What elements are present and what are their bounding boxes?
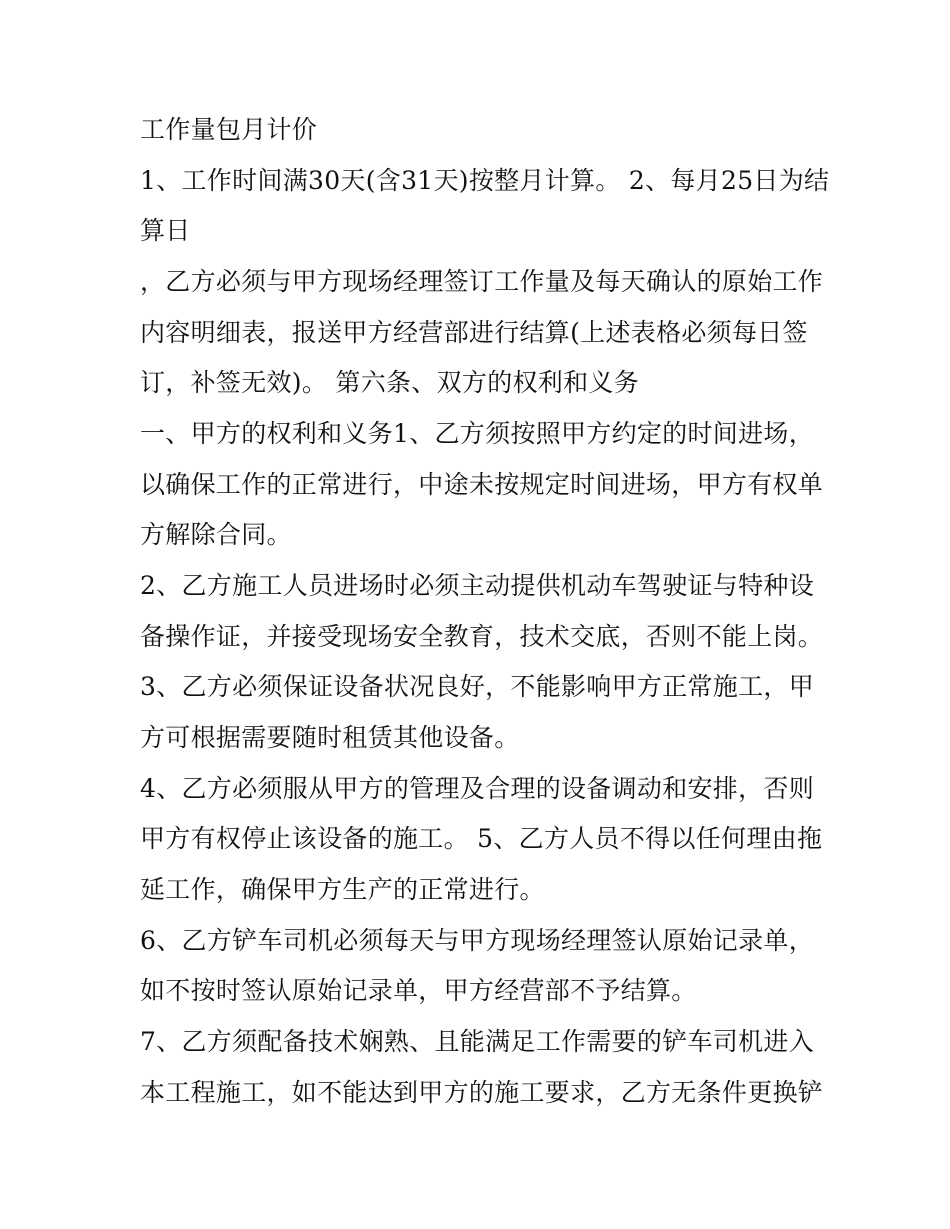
text-line: 以确保工作的正常进行，中途未按规定时间进场，甲方有权单 [140, 470, 824, 499]
text-line: 3、乙方必须保证设备状况良好，不能影响甲方正常施工，甲 [140, 672, 815, 701]
text-line: 甲方有权停止该设备的施工。 5、乙方人员不得以任何理由拖 [140, 824, 823, 853]
text-line: 算日 [140, 216, 191, 245]
text-line: 6、乙方铲车司机必须每天与甲方现场经理签认原始记录单， [140, 926, 815, 955]
text-line: 一、甲方的权利和义务1、乙方须按照甲方约定的时间进场， [140, 419, 815, 448]
text-line: 本工程施工，如不能达到甲方的施工要求，乙方无条件更换铲 [140, 1078, 824, 1107]
text-line: 备操作证，并接受现场安全教育，技术交底，否则不能上岗。 [140, 622, 824, 651]
section-heading: 工作量包月计价 [140, 115, 318, 144]
text-line: 内容明细表，报送甲方经营部进行结算(上述表格必须每日签 [140, 318, 808, 347]
text-line: 1、工作时间满30天(含31天)按整月计算。 2、每月25日为结 [140, 166, 830, 195]
text-line: 延工作，确保甲方生产的正常进行。 [140, 875, 545, 904]
text-line: 7、乙方须配备技术娴熟、且能满足工作需要的铲车司机进入 [140, 1027, 815, 1056]
text-line: 订，补签无效)。 第六条、双方的权利和义务 [140, 368, 640, 397]
text-line: 方可根据需要随时租赁其他设备。 [140, 723, 520, 752]
text-line: 如不按时签认原始记录单，甲方经营部不予结算。 [140, 976, 697, 1005]
text-line: ，乙方必须与甲方现场经理签订工作量及每天确认的原始工作 [140, 267, 824, 296]
text-line: 4、乙方必须服从甲方的管理及合理的设备调动和安排，否则 [140, 774, 815, 803]
text-line: 2、乙方施工人员进场时必须主动提供机动车驾驶证与特种设 [140, 571, 815, 600]
text-line: 方解除合同。 [140, 520, 292, 549]
